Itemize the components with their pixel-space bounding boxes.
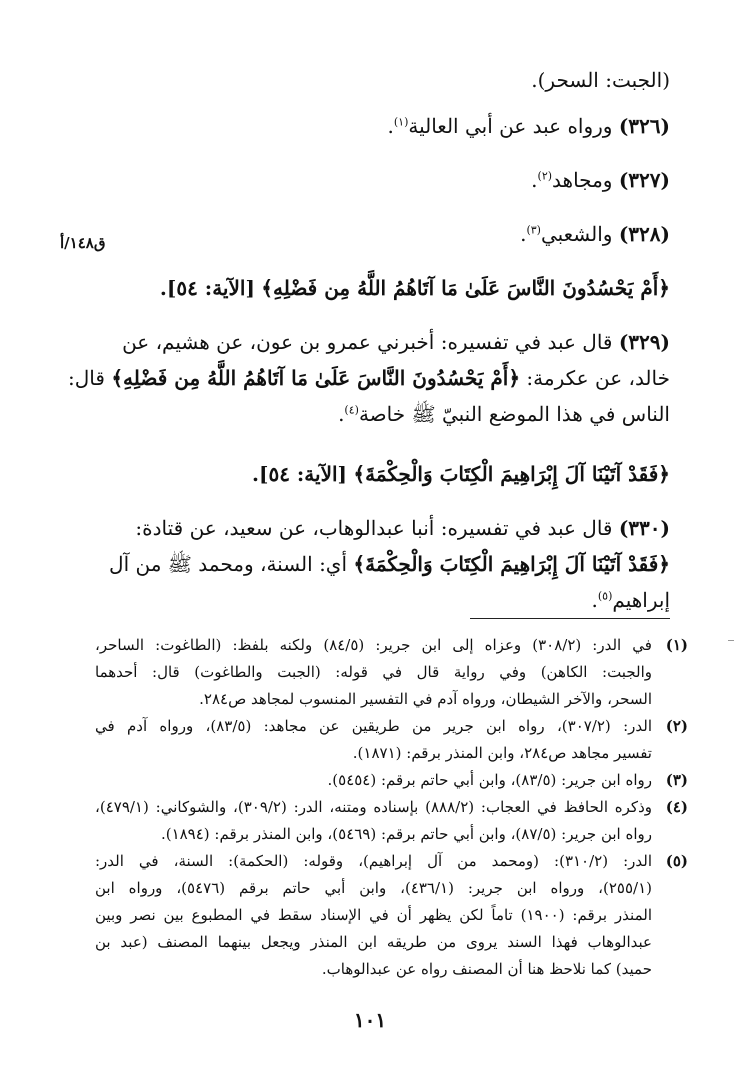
entry-text: قال عبد في تفسيره: أخبرني عمرو بن عون، عن هشيم، عن xyxy=(122,330,613,354)
text-line xyxy=(95,546,670,582)
quran-verse: ﴿فَقَدْ آتَيْنَا آلَ إِبْرَاهِيمَ الْكِتَابَ وَالْحِكْمَةَ﴾ xyxy=(353,552,670,576)
footnote-number: (٢) xyxy=(665,717,688,735)
footnote-ref: (٣) xyxy=(526,223,541,237)
text-line xyxy=(95,396,670,432)
footnote-line: رواه ابن جرير: (٨٧/٥)، وابن أبي حاتم برقم: (٥٤٦٩)، وابن المنذر برقم: (١٨٩٤). xyxy=(160,825,652,843)
footnote-line: المنذر برقم: (١٩٠٠) تاماً لكن يظهر أن في الإسناد سقط في المطبوع بين نصر وبين xyxy=(95,906,652,924)
entry-number: (٣٢٩) xyxy=(618,330,670,354)
footnote-line: الدر: (٣١٠/٢): (ومحمد من آل إبراهيم)، وقوله: (الحكمة): السنة، في الدر: xyxy=(95,852,652,870)
entry-329 xyxy=(68,324,670,432)
punctuation: . xyxy=(520,222,527,246)
footnote-ref: (٥) xyxy=(597,589,613,603)
footnote-number: (٤) xyxy=(665,798,688,816)
verse-heading-1 xyxy=(95,270,670,306)
footnote-number: (٥) xyxy=(665,852,688,870)
entry-text: إبراهيم xyxy=(612,588,670,612)
punctuation: . xyxy=(531,168,538,192)
entry-text: والشعبي xyxy=(540,222,613,246)
footnote-ref: (٢) xyxy=(537,169,553,183)
text-line xyxy=(95,62,670,98)
entry-text: خالد، عن عكرمة: xyxy=(526,366,670,390)
footnote-number: (١) xyxy=(665,636,688,654)
footnote-line: الدر: (٣٠٧/٢)، رواه ابن جرير من طريقين عن مجاهد: (٨٣/٥)، ورواه آدم في xyxy=(95,717,652,735)
entry-text: ومجاهد xyxy=(552,168,613,192)
text-line xyxy=(68,360,670,396)
punctuation: . xyxy=(591,588,598,612)
footnote-2 xyxy=(95,713,688,767)
footnote-separator xyxy=(470,618,670,619)
footnote-ref: (٤) xyxy=(344,403,359,417)
text-line xyxy=(95,510,670,546)
footnote-line: والجبت: الكاهن) وفي رواية قال في قوله: (الجبت والطاغوت) قال: أحدهما xyxy=(95,663,652,681)
entry-327 xyxy=(95,162,670,198)
footnote-line: في الدر: (٣٠٨/٢) وعزاه إلى ابن جرير: (٨٤/٥) ولكنه بلفظ: (الطاغوت: الساحر، xyxy=(95,636,652,654)
quran-verse: ﴿فَقَدْ آتَيْنَا آلَ إِبْرَاهِيمَ الْكِتَابَ وَالْحِكْمَةَ﴾ xyxy=(353,462,670,486)
entry-text: ورواه عبد عن أبي العالية xyxy=(408,114,613,138)
footnote-line: حميد) كما نلاحظ هنا أن المصنف رواه عن عبدالوهاب. xyxy=(321,960,652,978)
entry-326 xyxy=(95,108,670,144)
entry-number: (٣٣٠) xyxy=(618,516,670,540)
text-line xyxy=(95,324,670,360)
definition-text: (الجبت: السحر). xyxy=(531,68,670,92)
entry-number: (٣٢٧) xyxy=(618,168,670,192)
footnote-line: تفسير مجاهد ص٢٨٤، وابن المنذر برقم: (١٨٧١). xyxy=(352,744,652,762)
footnote-1 xyxy=(95,632,688,713)
footnote-line: السحر، والآخر الشيطان، ورواه آدم في التفسير المنسوب لمجاهد ص٢٨٤. xyxy=(199,690,652,708)
text-line xyxy=(95,582,670,618)
entry-text: أي: السنة، ومحمد ﷺ من آل xyxy=(109,552,348,576)
verse-reference: [الآية: ٥٤]. xyxy=(252,462,348,486)
entry-text: قال عبد في تفسيره: أنبا عبدالوهاب، عن سعيد، عن قتادة: xyxy=(135,516,613,540)
entry-330 xyxy=(95,510,670,618)
manuscript-folio-ref: ق١٤٨/أ xyxy=(60,234,106,252)
footnote-4 xyxy=(95,794,688,848)
footnote-ref: (١) xyxy=(393,115,409,129)
footnote-line: رواه ابن جرير: (٨٣/٥)، وابن أبي حاتم برقم: (٥٤٥٤). xyxy=(327,771,652,789)
footnote-number: (٣) xyxy=(665,771,688,789)
footnotes xyxy=(95,632,688,983)
footnote-line: عبدالوهاب فهذا السند يروى من طريقه ابن المنذر ويجعل بينهما المصنف (عبد بن xyxy=(95,933,652,951)
verse-heading-2 xyxy=(95,456,670,492)
footnote-line: (٢٥٥/١)، ورواه ابن جرير: (٤٣٦/١)، وابن أبي حاتم برقم (٥٤٧٦)، ورواه ابن xyxy=(95,879,652,897)
footnote-line: وذكره الحافظ في العجاب: (٨٨٨/٢) بإسناده ومتنه، الدر: (٣٠٩/٢)، والشوكاني: (٤٧٩/١)، xyxy=(95,798,653,816)
footnote-3 xyxy=(95,767,688,794)
entry-number: (٣٢٦) xyxy=(618,114,670,138)
verse-reference: [الآية: ٥٤]. xyxy=(159,276,255,300)
entry-328 xyxy=(95,216,670,252)
entry-number: (٣٢٨) xyxy=(618,222,670,246)
punctuation: . xyxy=(338,402,345,426)
entry-text: قال: xyxy=(68,366,105,390)
quran-verse: ﴿أَمْ يَحْسُدُونَ النَّاسَ عَلَىٰ مَا آتَاهُمُ اللَّهُ مِن فَضْلِهِ﴾ xyxy=(111,366,521,390)
footnote-5 xyxy=(95,848,688,983)
margin-mark xyxy=(728,640,734,641)
page-number: ١٠١ xyxy=(353,1008,387,1032)
quran-verse: ﴿أَمْ يَحْسُدُونَ النَّاسَ عَلَىٰ مَا آتَاهُمُ اللَّهُ مِن فَضْلِهِ﴾ xyxy=(261,276,670,300)
punctuation: . xyxy=(387,114,394,138)
entry-text: الناس في هذا الموضع النبيّ ﷺ خاصة xyxy=(358,402,670,426)
